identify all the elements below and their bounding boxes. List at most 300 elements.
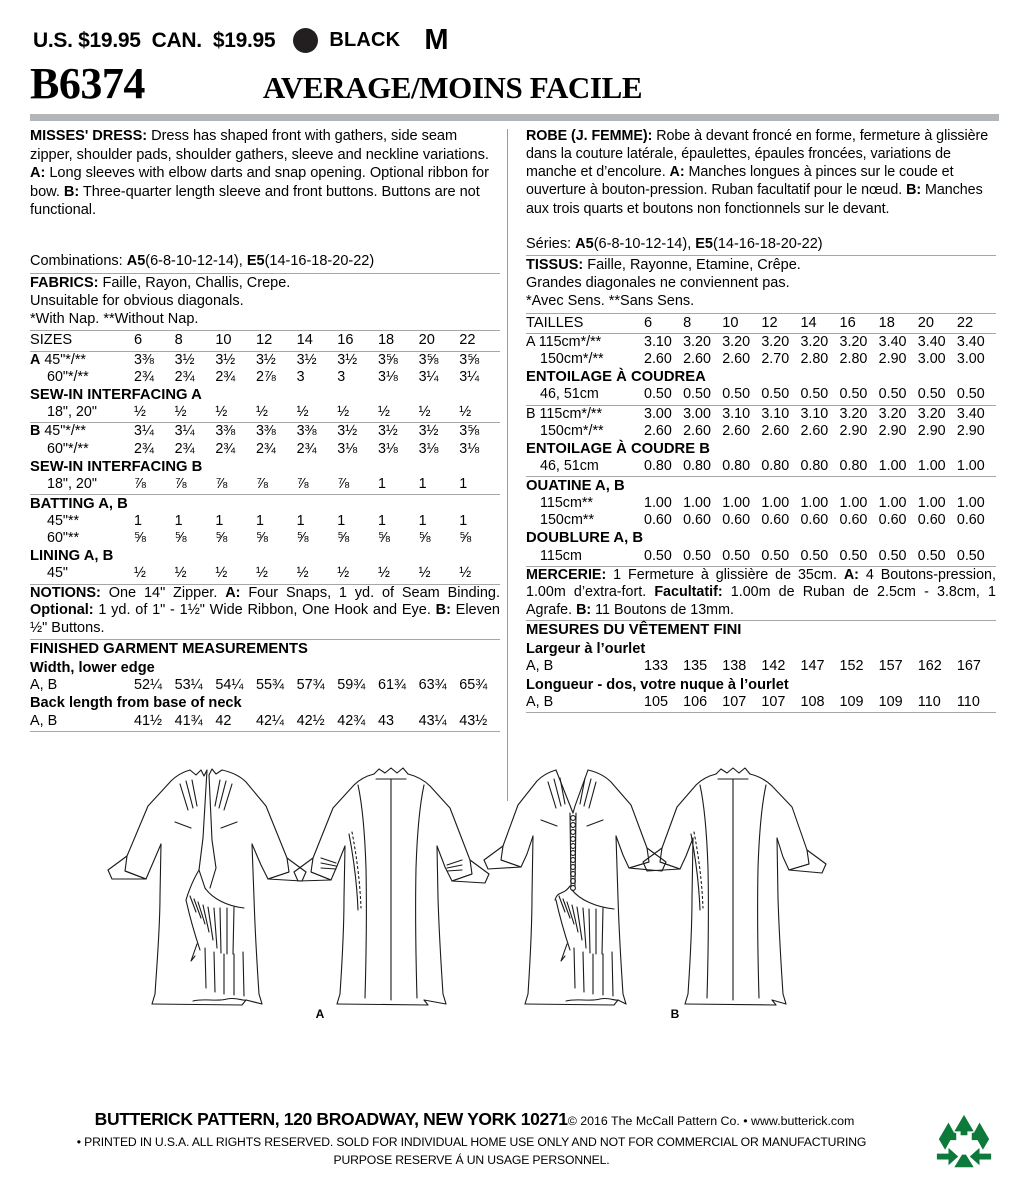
sizes-header: SIZES xyxy=(30,332,73,349)
price-label: U.S. $19.95 CAN. $19.95 xyxy=(33,28,276,52)
yardage-cell: 0.60 xyxy=(683,512,711,529)
yardage-cell: 3.10 xyxy=(722,405,751,422)
row-label xyxy=(526,334,644,351)
recycle-icon xyxy=(933,1111,995,1178)
yardage-cell: 1 xyxy=(215,513,224,530)
size-col: 6 xyxy=(644,314,653,331)
yardage-cell: 2¾ xyxy=(215,440,236,457)
yardage-cell: 3.20 xyxy=(722,334,751,351)
size-col: 12 xyxy=(255,332,273,349)
table-row xyxy=(526,495,996,512)
yardage-cell: 0.60 xyxy=(839,512,868,529)
measure-cell: 152 xyxy=(839,658,864,675)
yardage-cell: ½ xyxy=(337,565,350,582)
yardage-cell: ⅞ xyxy=(215,475,228,492)
yardage-cell: 3.00 xyxy=(683,405,711,422)
table-row xyxy=(30,423,500,440)
yardage-cell: 3⅛ xyxy=(377,440,398,457)
yardage-cell: 2.60 xyxy=(722,351,751,368)
english-view-a-label: A: xyxy=(30,165,46,182)
yardage-cell: ⅝ xyxy=(134,530,146,547)
french-spacer xyxy=(526,218,996,236)
notions-optional-text: 1 yd. of 1" - 1½" Wide Ribbon, One Hook and Eye. xyxy=(93,602,436,619)
yardage-cell: 1.00 xyxy=(800,495,829,512)
measure-cell: 142 xyxy=(761,658,786,675)
yardage-cell: 0.80 xyxy=(800,457,829,474)
yardage-cell: 3.10 xyxy=(644,334,672,351)
notions-optional-label: Facultatif: xyxy=(654,584,723,601)
yardage-cell: 3½ xyxy=(337,351,358,368)
yardage-cell: 0.60 xyxy=(917,512,946,529)
yardage-cell: 1 xyxy=(134,513,142,530)
yardage-cell: 2¾ xyxy=(255,440,276,457)
combo-a-code: A5 xyxy=(575,235,594,252)
size-col: 22 xyxy=(459,332,476,349)
yardage-cell: 0.50 xyxy=(917,547,946,564)
english-spacer xyxy=(30,219,500,253)
yardage-cell: 1 xyxy=(418,513,427,530)
yardage-cell: ½ xyxy=(215,565,228,582)
view-code: A xyxy=(30,351,41,368)
footer-purpose-line: PURPOSE RESERVE Á UN USAGE PERSONNEL. xyxy=(333,1153,610,1167)
table-row xyxy=(30,441,500,458)
yardage-cell: 2.60 xyxy=(644,422,672,439)
yardage-cell: 3 xyxy=(296,369,305,386)
yardage-cell: 2.60 xyxy=(761,422,790,439)
english-fgm-head: FINISHED GARMENT MEASUREMENTS xyxy=(30,641,308,658)
row-label: A, B xyxy=(526,693,554,710)
yardage-cell: 3½ xyxy=(418,423,439,440)
measure-cell: 109 xyxy=(839,693,864,710)
yardage-cell: 2.80 xyxy=(839,351,868,368)
yardage-cell: 3¼ xyxy=(134,423,154,440)
table-row xyxy=(526,334,996,351)
yardage-cell: 3⅝ xyxy=(418,351,439,368)
size-col: 8 xyxy=(683,314,692,331)
row-label: 150cm*/** xyxy=(540,351,604,368)
table-row xyxy=(30,565,500,582)
yardage-cell: 3½ xyxy=(255,351,276,368)
yardage-cell: 3 xyxy=(337,369,346,386)
french-interfacing-b-head: ENTOILAGE À COUDRE B xyxy=(526,440,710,457)
yardage-cell: 2.60 xyxy=(683,422,711,439)
company-address: BUTTERICK PATTERN, 120 BROADWAY, NEW YORK 10271 xyxy=(94,1109,568,1129)
combo-e-code: E5 xyxy=(695,235,714,252)
width-label: 115cm*/** xyxy=(538,334,602,351)
measure-cell: 42¾ xyxy=(337,712,366,729)
row-label: 60"*/** xyxy=(47,369,89,386)
measure-cell: 63¾ xyxy=(418,676,447,693)
yardage-cell: 1.00 xyxy=(956,457,985,474)
yardage-cell: 0.80 xyxy=(761,457,790,474)
yardage-cell: ½ xyxy=(296,565,309,582)
combinations-label: Séries: xyxy=(526,235,576,252)
yardage-cell: ½ xyxy=(134,404,146,421)
yardage-cell: ½ xyxy=(174,565,187,582)
english-view-b-yardage xyxy=(30,423,500,457)
fabrics-text: Faille, Rayon, Challis, Crepe. xyxy=(98,275,291,292)
content-columns xyxy=(0,127,1013,732)
yardage-cell: 3⅛ xyxy=(337,440,358,457)
notions-view-a-text: Four Snaps, 1 yd. of Seam Binding. xyxy=(240,584,500,601)
notions-optional-label: Optional: xyxy=(30,602,94,619)
row-label: A, B xyxy=(526,658,554,675)
measure-cell: 59¾ xyxy=(337,676,366,693)
english-notions xyxy=(30,585,500,638)
table-row xyxy=(526,658,996,676)
yardage-cell: 3.00 xyxy=(644,405,672,422)
yardage-cell: ½ xyxy=(418,404,431,421)
yardage-cell: 2.90 xyxy=(839,422,868,439)
yardage-cell: 2.90 xyxy=(878,422,907,439)
pattern-number: B6374 xyxy=(30,59,145,108)
measure-cell: 43½ xyxy=(459,712,488,729)
measure-cell: 41½ xyxy=(134,712,163,729)
yardage-cell: ½ xyxy=(296,404,309,421)
english-yardage-table xyxy=(30,332,500,350)
measure-cell: 110 xyxy=(917,693,941,710)
footer-company-line xyxy=(0,1109,1013,1130)
yardage-cell: 3.20 xyxy=(683,334,711,351)
row-label: 60"** xyxy=(47,530,80,547)
french-interfacing-a-head: ENTOILAGE À COUDREA xyxy=(526,369,706,386)
footer-rights-line: • PRINTED IN U.S.A. ALL RIGHTS RESERVED. SOLD FOR INDIVIDUAL HOME USE ONLY AND NOT FOR COMMERCIAL OR MANUFACTURING xyxy=(76,1135,867,1149)
row-label: A, B xyxy=(30,712,58,729)
french-view-b-text: Manches aux trois quarts et boutons non fonctionnels sur le devant. xyxy=(526,182,983,217)
french-view-b-label: B: xyxy=(906,182,922,199)
french-lining-table xyxy=(526,548,996,565)
row-label: 45" xyxy=(47,565,68,582)
yardage-cell: 0.50 xyxy=(839,386,868,403)
measure-cell: 65¾ xyxy=(459,676,488,693)
english-batting-table xyxy=(30,513,500,547)
yardage-cell: ⅞ xyxy=(134,475,146,492)
yardage-cell: 1.00 xyxy=(917,457,946,474)
yardage-cell: 0.50 xyxy=(878,547,907,564)
row-label xyxy=(30,352,134,369)
yardage-cell: 2.90 xyxy=(956,422,985,439)
yardage-cell: ⅞ xyxy=(296,475,309,492)
combo-e-sizes: (14-16-18-20-22) xyxy=(713,235,823,252)
width-label: 115cm*/** xyxy=(539,405,603,422)
yardage-cell: ½ xyxy=(215,404,228,421)
french-back-table xyxy=(526,694,996,712)
notions-label: MERCERIE: xyxy=(526,566,607,583)
width-label: 45"*/** xyxy=(44,351,86,368)
yardage-cell: 0.50 xyxy=(683,386,711,403)
french-width-head: Largeur à l’ourlet xyxy=(526,640,646,657)
yardage-cell: 0.60 xyxy=(956,512,985,529)
yardage-cell: 1.00 xyxy=(761,495,790,512)
yardage-cell: ⅝ xyxy=(337,530,350,547)
table-row xyxy=(30,369,500,386)
yardage-cell: 2.70 xyxy=(761,351,790,368)
measure-cell: 105 xyxy=(644,693,669,710)
yardage-cell: 3.20 xyxy=(917,405,946,422)
yardage-cell: 3½ xyxy=(377,423,398,440)
yardage-cell: 2.60 xyxy=(722,422,751,439)
yardage-cell: ½ xyxy=(174,404,187,421)
yardage-cell: ⅝ xyxy=(377,530,390,547)
size-col: 10 xyxy=(722,314,739,331)
size-col: 14 xyxy=(800,314,817,331)
table-row xyxy=(526,694,996,712)
view-a-label: A xyxy=(315,1007,325,1022)
row-label: 46, 51cm xyxy=(540,457,599,474)
yardage-cell: 0.50 xyxy=(722,547,751,564)
yardage-cell: ⅞ xyxy=(255,475,268,492)
yardage-cell: ⅞ xyxy=(174,475,187,492)
yardage-cell: 0.60 xyxy=(644,512,672,529)
measure-cell: 157 xyxy=(878,658,903,675)
english-lining-table xyxy=(30,565,500,582)
size-col: 20 xyxy=(418,332,435,349)
yardage-cell: 3.40 xyxy=(956,334,985,351)
notions-label: NOTIONS: xyxy=(30,584,101,601)
yardage-cell: 3.10 xyxy=(800,405,829,422)
combo-a-sizes: (6-8-10-12-14), xyxy=(593,235,696,252)
french-lining-head: DOUBLURE A, B xyxy=(526,530,644,547)
english-column xyxy=(30,127,500,732)
french-column xyxy=(526,127,996,732)
yardage-cell: 0.50 xyxy=(956,386,985,403)
notions-text: 1 Fermeture à glissière de 35cm. xyxy=(606,566,844,583)
french-description-title: ROBE (J. FEMME): xyxy=(526,128,653,145)
table-row xyxy=(526,423,996,440)
yardage-cell: 3⅛ xyxy=(377,369,398,386)
measure-cell: 135 xyxy=(683,658,708,675)
table-row xyxy=(526,512,996,529)
table-row xyxy=(526,458,996,475)
yardage-cell: 3.40 xyxy=(878,334,907,351)
yardage-cell: 0.60 xyxy=(878,512,907,529)
page-footer xyxy=(0,1109,1013,1167)
yardage-cell: 1.00 xyxy=(878,457,907,474)
column-divider xyxy=(507,129,508,801)
french-description xyxy=(526,127,996,217)
yardage-cell: 1 xyxy=(418,475,427,492)
rule xyxy=(526,712,996,713)
yardage-cell: 1 xyxy=(337,513,346,530)
yardage-cell: ⅞ xyxy=(337,475,350,492)
measure-cell: 42 xyxy=(215,712,232,729)
table-header-row xyxy=(30,332,500,350)
yardage-cell: 0.60 xyxy=(800,512,829,529)
table-row xyxy=(30,404,500,421)
yardage-cell: 3¼ xyxy=(174,423,195,440)
table-row xyxy=(30,513,500,530)
french-view-a-yardage xyxy=(526,334,996,368)
yardage-cell: 2.60 xyxy=(683,351,711,368)
yardage-cell: 0.50 xyxy=(644,386,672,403)
size-col: 16 xyxy=(839,314,856,331)
notions-view-b-label: B: xyxy=(435,602,451,619)
english-view-a-text: Long sleeves with elbow darts and snap opening. Optional ribbon for bow. xyxy=(30,165,489,200)
french-yardage-table xyxy=(526,315,996,333)
english-description xyxy=(30,127,500,219)
view-b-back-drawing xyxy=(643,768,826,1005)
row-label: 45"** xyxy=(47,513,80,530)
yardage-cell: 2.80 xyxy=(800,351,829,368)
yardage-cell: ½ xyxy=(459,404,472,421)
measure-cell: 41¾ xyxy=(174,712,203,729)
english-interfacing-b-table xyxy=(30,476,500,493)
yardage-cell: 1 xyxy=(255,513,264,530)
english-description-body: Dress has shaped front with gathers, side seam zipper, shoulder pads, shoulder gathers, sleeve and neckline variations. xyxy=(30,128,489,163)
fabrics-label: FABRICS: xyxy=(30,275,99,292)
yardage-cell: 1 xyxy=(459,513,468,530)
french-combinations xyxy=(526,236,996,254)
english-width-table xyxy=(30,677,500,695)
french-width-table xyxy=(526,658,996,676)
technical-drawings-svg xyxy=(0,748,1013,1028)
yardage-cell: 3⅜ xyxy=(215,423,236,440)
english-back-table xyxy=(30,713,500,731)
measure-cell: 55¾ xyxy=(255,676,284,693)
measure-cell: 107 xyxy=(722,693,747,710)
yardage-cell: 2¾ xyxy=(174,369,195,386)
yardage-cell: 2.60 xyxy=(800,422,829,439)
yardage-cell: 0.50 xyxy=(800,547,829,564)
yardage-cell: 3.10 xyxy=(761,405,790,422)
size-col: 22 xyxy=(956,314,974,331)
table-row xyxy=(526,548,996,565)
yardage-cell: ½ xyxy=(459,565,472,582)
table-row xyxy=(30,677,500,695)
yardage-cell: ⅝ xyxy=(255,530,268,547)
english-lining-head: LINING A, B xyxy=(30,548,114,565)
row-label: 46, 51cm xyxy=(540,386,599,403)
combo-a-code: A5 xyxy=(126,253,146,270)
english-unsuitable: Unsuitable for obvious diagonals. xyxy=(30,292,244,309)
yardage-cell: ½ xyxy=(255,565,268,582)
yardage-cell: 0.50 xyxy=(800,386,829,403)
measure-cell: 106 xyxy=(683,693,708,710)
yardage-cell: 1.00 xyxy=(722,495,751,512)
pattern-title-row xyxy=(0,55,1013,107)
yardage-cell: ½ xyxy=(377,565,390,582)
yardage-cell: 2¾ xyxy=(296,440,317,457)
french-nap-note: *Avec Sens. **Sans Sens. xyxy=(526,292,695,309)
view-code: B xyxy=(526,405,536,422)
yardage-cell: 2¾ xyxy=(134,369,154,386)
combo-e-code: E5 xyxy=(246,253,265,270)
size-col: 16 xyxy=(337,332,354,349)
recycle-symbol-svg xyxy=(933,1111,995,1173)
yardage-cell: 2.90 xyxy=(917,422,946,439)
yardage-cell: 3.40 xyxy=(956,405,985,422)
yardage-cell: 3.40 xyxy=(917,334,946,351)
size-col: 14 xyxy=(296,332,313,349)
notions-view-a-text: 4 Boutons-pression, 1.00m d’extra-fort. xyxy=(526,566,996,601)
yardage-cell: 0.80 xyxy=(644,457,672,474)
yardage-cell: 3¼ xyxy=(418,369,439,386)
yardage-cell: 3.20 xyxy=(839,334,868,351)
notions-view-b-text: Eleven ½" Buttons. xyxy=(30,602,500,637)
english-view-b-text: Three-quarter length sleeve and front buttons. Buttons are not functional. xyxy=(30,183,480,218)
yardage-cell: 0.50 xyxy=(956,547,985,564)
yardage-cell: 2⅞ xyxy=(255,369,276,386)
english-interfacing-a-table xyxy=(30,404,500,421)
yardage-cell: 1 xyxy=(174,513,183,530)
measure-cell: 138 xyxy=(722,658,747,675)
black-dot-icon xyxy=(293,28,318,53)
yardage-cell: 3½ xyxy=(174,351,195,368)
english-view-b-label: B: xyxy=(63,183,80,200)
table-header-row xyxy=(526,315,996,333)
french-view-b-yardage xyxy=(526,406,996,440)
yardage-cell: 0.50 xyxy=(761,547,790,564)
english-back-head: Back length from base of neck xyxy=(30,695,242,712)
yardage-cell: 2.60 xyxy=(644,351,672,368)
yardage-cell: 3½ xyxy=(296,351,317,368)
french-notions xyxy=(526,567,996,620)
row-label: 115cm** xyxy=(540,495,593,512)
size-col: 20 xyxy=(917,314,934,331)
yardage-cell: 3⅝ xyxy=(459,351,480,368)
size-code-label: M xyxy=(424,24,449,56)
french-batting-head: OUATINE A, B xyxy=(526,478,625,495)
row-label: 150cm** xyxy=(540,512,595,529)
yardage-cell: 0.50 xyxy=(761,386,790,403)
yardage-cell: 0.50 xyxy=(878,386,907,403)
english-combinations xyxy=(30,253,500,271)
measure-cell: 42½ xyxy=(296,712,325,729)
view-a-front-drawing xyxy=(108,769,306,1005)
yardage-cell: 3.20 xyxy=(761,334,790,351)
measure-cell: 162 xyxy=(917,658,942,675)
yardage-cell: 0.50 xyxy=(839,547,868,564)
yardage-cell: 3.20 xyxy=(878,405,907,422)
measure-cell: 57¾ xyxy=(296,676,325,693)
yardage-cell: 1.00 xyxy=(683,495,711,512)
rule xyxy=(526,255,996,256)
table-row xyxy=(526,386,996,403)
row-label: 18", 20" xyxy=(47,475,97,492)
header-divider-bar xyxy=(30,114,999,121)
table-row xyxy=(30,352,500,369)
view-b-front-drawing xyxy=(484,770,666,1005)
yardage-cell: 0.60 xyxy=(722,512,751,529)
row-label: A, B xyxy=(30,676,58,693)
yardage-cell: ½ xyxy=(377,404,390,421)
width-label: 45"*/** xyxy=(44,423,86,440)
yardage-cell: 3¼ xyxy=(459,369,480,386)
yardage-cell: 2¾ xyxy=(134,440,154,457)
measure-cell: 43 xyxy=(377,712,394,729)
yardage-cell: 2¾ xyxy=(215,369,236,386)
measure-cell: 108 xyxy=(800,693,825,710)
french-fabrics xyxy=(526,257,996,275)
fabrics-label: TISSUS: xyxy=(526,257,584,274)
french-fgm-head: MESURES DU VÊTEMENT FINI xyxy=(526,622,742,639)
yardage-cell: 3⅝ xyxy=(377,351,398,368)
sizes-header: TAILLES xyxy=(526,314,584,331)
english-fabrics xyxy=(30,275,500,293)
yardage-cell: 2¾ xyxy=(174,440,195,457)
view-code: A xyxy=(526,334,535,351)
copyright-notice: © 2016 The McCall Pattern Co. • www.butterick.com xyxy=(567,1114,855,1128)
yardage-cell: ⅝ xyxy=(296,530,309,547)
french-interfacing-a-table xyxy=(526,386,996,403)
yardage-cell: ½ xyxy=(255,404,268,421)
yardage-cell: 1 xyxy=(459,475,468,492)
yardage-cell: 2.90 xyxy=(878,351,907,368)
yardage-cell: 1.00 xyxy=(878,495,907,512)
measure-cell: 107 xyxy=(761,693,786,710)
yardage-cell: 0.50 xyxy=(644,547,672,564)
yardage-cell: 0.60 xyxy=(761,512,790,529)
